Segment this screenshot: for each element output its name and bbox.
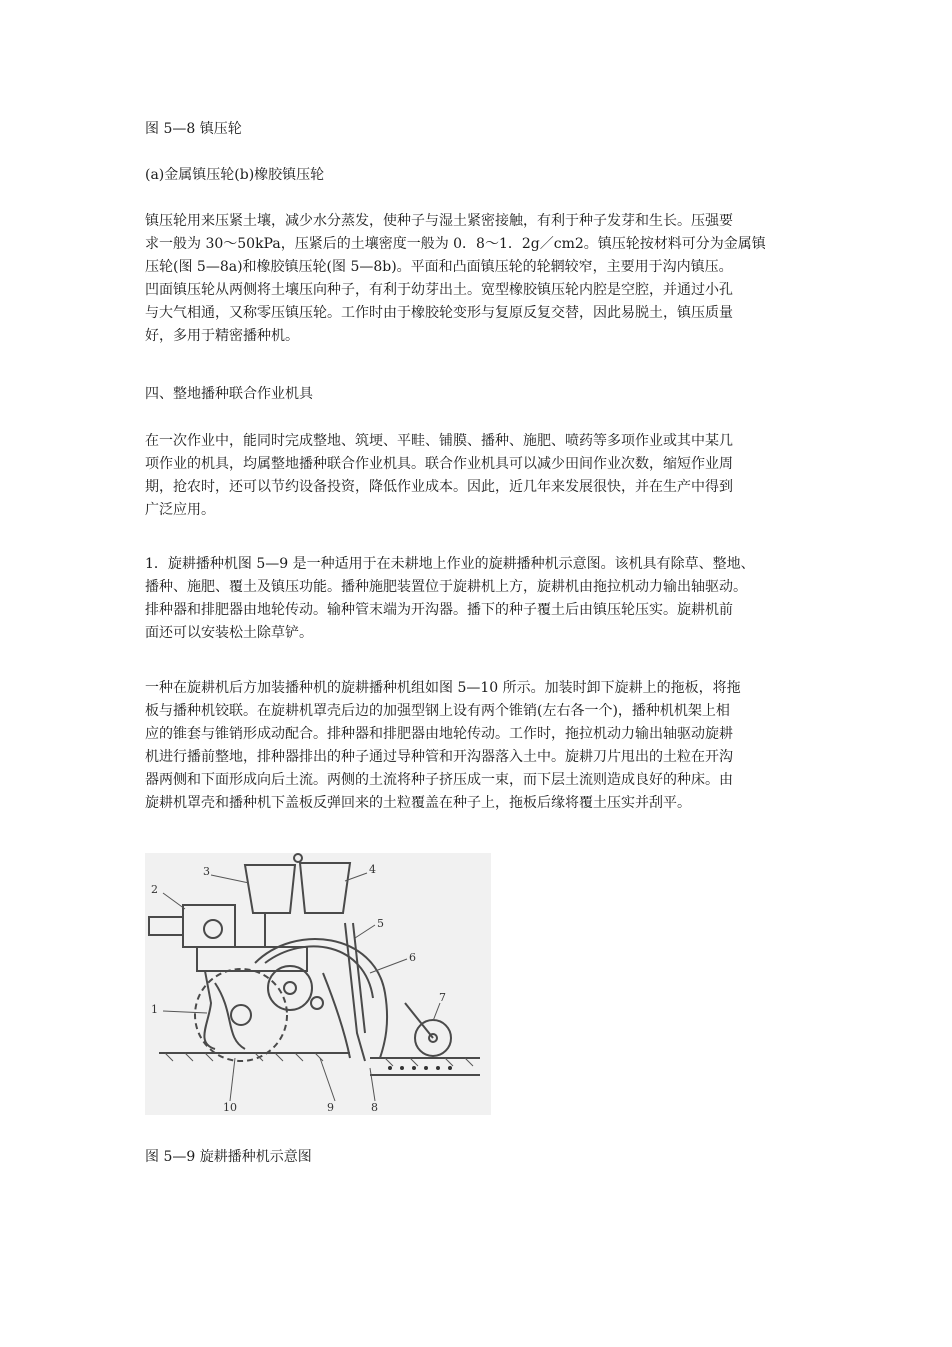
paragraph-line: 在一次作业中，能同时完成整地、筑埂、平畦、铺膜、播种、施肥、喷药等多项作业或其中某几: [145, 433, 733, 449]
paragraph-line: 压轮(图 5—8a)和橡胶镇压轮(图 5—8b)。平面和凸面镇压轮的轮辋较窄，主要用于沟内镇压。: [145, 259, 733, 275]
rotary-seeder-drawing: [145, 853, 491, 1115]
figure-label: 8: [371, 1101, 378, 1114]
paragraph-line: 项作业的机具，均属整地播种联合作业机具。联合作业机具可以减少田间作业次数，缩短作业周: [145, 456, 733, 472]
paragraph-line: 旋耕机罩壳和播种机下盖板反弹回来的土粒覆盖在种子上，拖板后缘将覆土压实并刮平。: [145, 795, 691, 811]
paragraph-combined-machines: [145, 430, 809, 522]
figure-label: 3: [203, 865, 210, 878]
paragraph-line: 广泛应用。: [145, 502, 215, 518]
paragraph-line: 播种、施肥、覆土及镇压功能。播种施肥装置位于旋耕机上方，旋耕机由拖拉机动力输出轴驱动。: [145, 579, 747, 595]
figure-subcaption-5-8: (a)金属镇压轮(b)橡胶镇压轮: [145, 167, 325, 183]
paragraph-line: 一种在旋耕机后方加装播种机的旋耕播种机组如图 5—10 所示。加装时卸下旋耕上的拖板，将拖: [145, 680, 741, 696]
paragraph-line: 与大气相通，又称零压镇压轮。工作时由于橡胶轮变形与复原反复交替，因此易脱土，镇压质量: [145, 305, 733, 321]
paragraph-line: 好，多用于精密播种机。: [145, 328, 299, 344]
figure-label: 9: [327, 1101, 334, 1114]
paragraph-line: 面还可以安装松土除草铲。: [145, 625, 313, 641]
paragraph-line: 板与播种机铰联。在旋耕机罩壳后边的加强型钢上设有两个锥销(左右各一个)，播种机机架上相: [145, 703, 730, 719]
section-heading: 四、整地播种联合作业机具: [145, 386, 313, 402]
paragraph-rotary-seeder-unit: [145, 677, 809, 815]
rotary-seeder-diagram: [145, 853, 491, 1115]
paragraph-line: 器两侧和下面形成向后土流。两侧的土流将种子挤压成一束，而下层土流则造成良好的种床。由: [145, 772, 733, 788]
paragraph-rotary-seeder: [145, 553, 809, 645]
figure-label: 2: [151, 883, 158, 896]
figure-label: 10: [223, 1101, 237, 1114]
figure-label: 5: [377, 917, 384, 930]
paragraph-pressing-wheel: [145, 210, 809, 348]
figure-label: 6: [409, 951, 416, 964]
figure-label: 1: [151, 1003, 158, 1016]
paragraph-line: 期，抢农时，还可以节约设备投资，降低作业成本。因此，近几年来发展很快，并在生产中得到: [145, 479, 733, 495]
paragraph-line: 求一般为 30～50kPa，压紧后的土壤密度一般为 0．8～1．2g／cm2。镇压轮按材料可分为金属镇: [145, 236, 766, 252]
figure-label: 4: [369, 863, 376, 876]
paragraph-line: 镇压轮用来压紧土壤，减少水分蒸发，使种子与湿土紧密接触，有利于种子发芽和生长。压强要: [145, 213, 733, 229]
paragraph-line: 凹面镇压轮从两侧将土壤压向种子，有利于幼芽出土。宽型橡胶镇压轮内腔是空腔，并通过小孔: [145, 282, 733, 298]
paragraph-line: 应的锥套与锥销形成动配合。排种器和排肥器由地轮传动。工作时，拖拉机动力输出轴驱动旋耕: [145, 726, 733, 742]
figure-caption-5-9: 图 5—9 旋耕播种机示意图: [145, 1149, 312, 1165]
paragraph-line: 1．旋耕播种机图 5—9 是一种适用于在未耕地上作业的旋耕播种机示意图。该机具有除草、整地、: [145, 556, 755, 572]
figure-caption-5-8: 图 5—8 镇压轮: [145, 121, 242, 137]
paragraph-line: 机进行播前整地，排种器排出的种子通过导种管和开沟器落入土中。旋耕刀片甩出的土粒在开沟: [145, 749, 733, 765]
paragraph-line: 排种器和排肥器由地轮传动。输种管末端为开沟器。播下的种子覆土后由镇压轮压实。旋耕机前: [145, 602, 733, 618]
figure-label: 7: [439, 991, 446, 1004]
